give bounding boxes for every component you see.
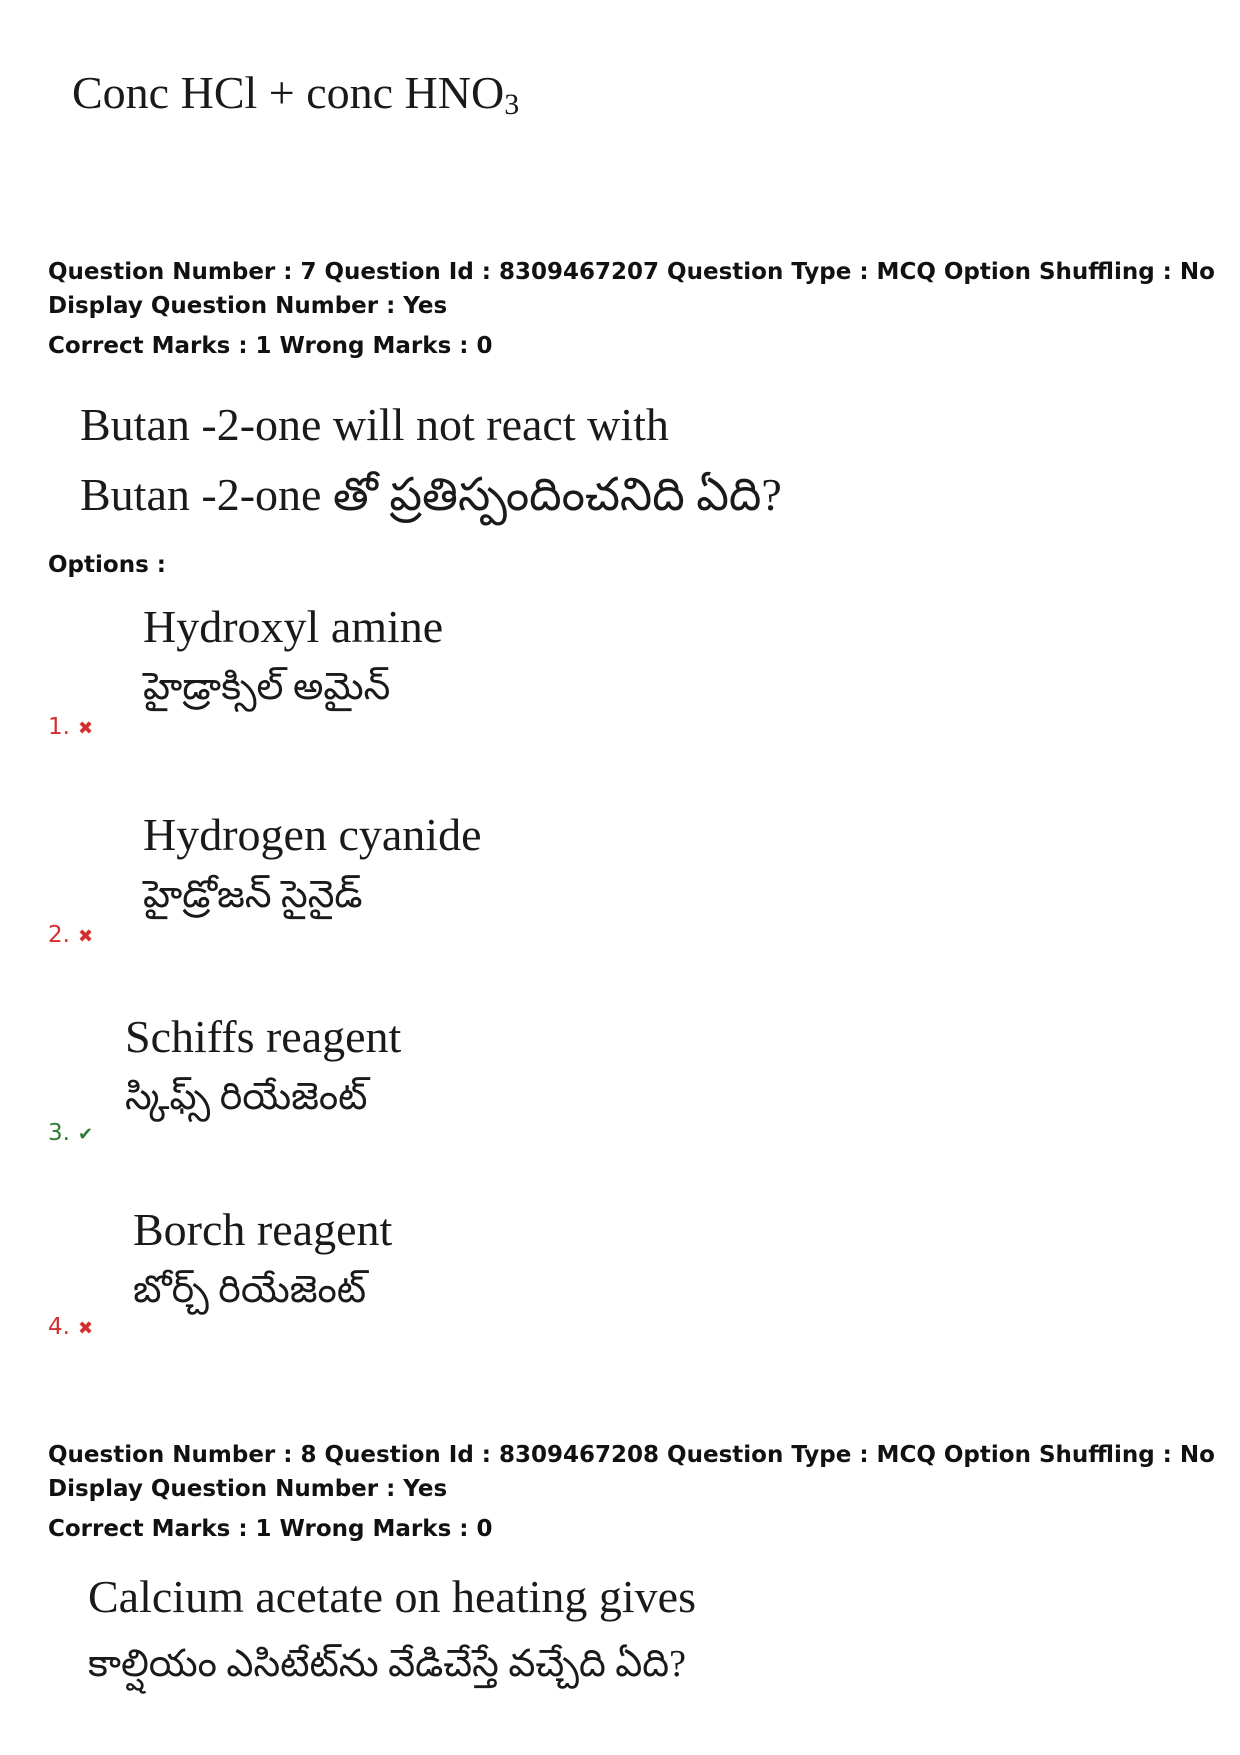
option-3-text-en: Schiffs reagent [125,1011,402,1062]
option-1-text-en: Hydroxyl amine [143,601,444,652]
option-4-marker [48,1314,93,1340]
option-3-marker [48,1120,93,1146]
question-8-marks: Correct Marks : 1 Wrong Marks : 0 [48,1516,493,1542]
question-8-header [48,1438,1218,1506]
question-7-display-line: Display Question Number : Yes [48,293,448,319]
check-icon: ✔ [77,1124,94,1145]
option-1-text-te: హైడ్రాక్సిల్ అమైన్ [143,666,391,708]
option-4-number: 4. [48,1314,70,1340]
question-7-meta-line: Question Number : 7 Question Id : 8309467207 Question Type : MCQ Option Shuffling : No [48,259,1215,285]
cross-icon: ✖ [77,1318,94,1339]
option-3-text-te: స్కిఫ్స్ రియేజెంట్ [125,1076,368,1118]
option-3-number: 3. [48,1120,70,1146]
option-2-marker [48,922,93,948]
option-4-text-en: Borch reagent [133,1204,393,1255]
cross-icon: ✖ [77,718,94,739]
previous-option-text [72,66,519,122]
question-8-text-te: కాల్షియం ఎసిటేట్‌ను వేడిచేస్తే వచ్చేది ఏది? [88,1643,687,1685]
option-4-text-te: బోర్చ్ రియేజెంట్ [133,1269,367,1311]
option-2-text-en: Hydrogen cyanide [143,809,482,860]
previous-option-main: Conc HCl + conc HNO [72,67,505,118]
question-8-display-line: Display Question Number : Yes [48,1476,448,1502]
question-8-meta-line: Question Number : 8 Question Id : 8309467208 Question Type : MCQ Option Shuffling : No [48,1442,1215,1468]
question-7-marks: Correct Marks : 1 Wrong Marks : 0 [48,333,493,359]
cross-icon: ✖ [77,926,94,947]
option-2-text-te: హైడ్రోజన్ సైనైడ్ [143,874,363,916]
question-8-text-en: Calcium acetate on heating gives [88,1571,696,1622]
question-7-header [48,255,1218,323]
question-7-text-te: Butan -2-one తో ప్రతిస్పందించనిది ఏది? [80,469,782,520]
option-1-number: 1. [48,714,70,740]
option-2-number: 2. [48,922,70,948]
options-label: Options : [48,552,166,578]
previous-option-subscript: 3 [504,88,520,121]
question-7-text-en: Butan -2-one will not react with [80,399,669,450]
option-1-marker [48,714,93,740]
